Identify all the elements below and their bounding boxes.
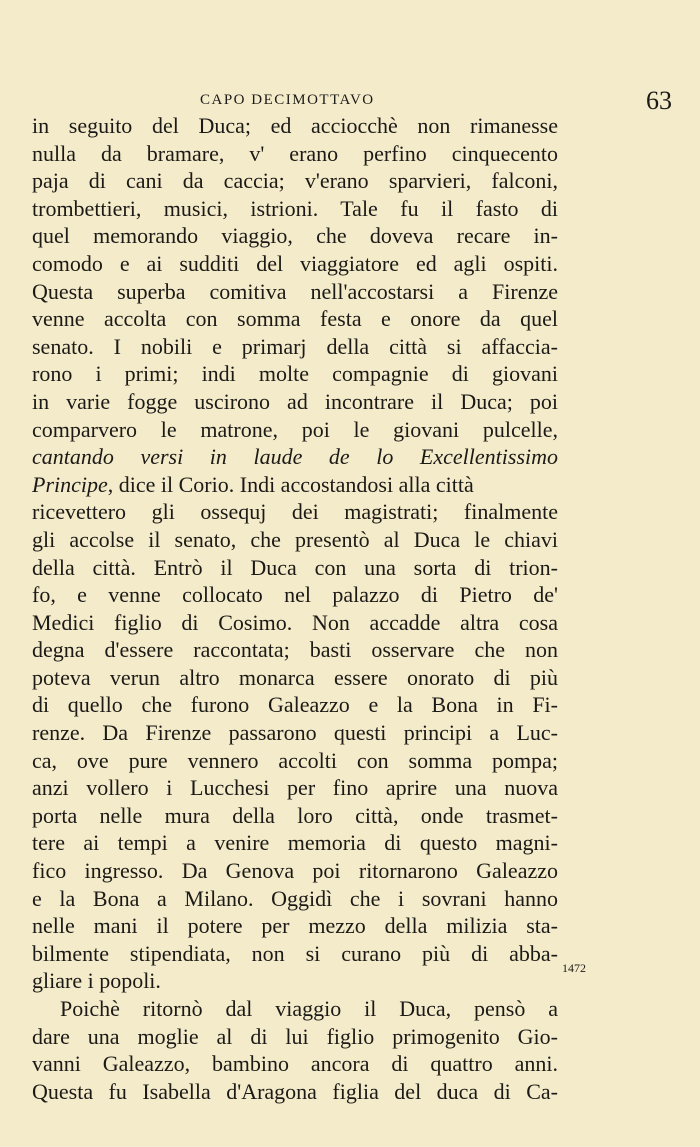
paragraph-start-line: Poichè ritornò dal viaggio il Duca, pensò a <box>60 996 558 1021</box>
italic-quote-word: Principe <box>32 471 108 497</box>
text-line: Questa fu Isabella d'Aragona figlia del duca di Ca- <box>32 1078 558 1104</box>
text-line: gli accolse il senato, che presentò al Duca le chiavi <box>32 526 558 552</box>
text-line: degna d'essere raccontata; basti osservare che non <box>32 637 558 663</box>
text-line: poteva verun altro monarca essere onorato di più <box>32 664 558 690</box>
text-line: della città. Entrò il Duca con una sorta di trion- <box>32 554 558 580</box>
text-line: anzi vollero i Lucchesi per fino aprire una nuova <box>32 775 558 801</box>
text-line: comparvero le matrone, poi le giovani pulcelle, <box>32 416 558 442</box>
text-line: in seguito del Duca; ed acciocchè non rimanesse <box>32 113 558 138</box>
text-line: renze. Da Firenze passarono questi principi a Luc- <box>32 720 558 746</box>
text-line: dare una moglie al di lui figlio primogenito Gio- <box>32 1023 558 1049</box>
text-line: trombettieri, musici, istrioni. Tale fu il fasto di <box>32 195 558 221</box>
text-line: fico ingresso. Da Genova poi ritornarono Galeazzo <box>32 858 558 884</box>
text-line: ricevettero gli ossequj dei magistrati; finalmente <box>32 499 558 525</box>
text-line: comodo e ai sudditi del viaggiatore ed agli ospiti. <box>32 250 558 276</box>
text-line: rono i primi; indi molte compagnie di giovani <box>32 361 558 387</box>
text-line: paja di cani da caccia; v'erano sparvieri, falconi, <box>32 168 558 194</box>
text-line: Questa superba comitiva nell'accostarsi a Firenze <box>32 278 558 304</box>
text-line: quel memorando viaggio, che doveva recare in- <box>32 223 558 249</box>
text-line: tere ai tempi a venire memoria di questo magni- <box>32 830 558 856</box>
text-line: venne accolta con somma festa e onore da quel <box>32 306 558 332</box>
text-line-mixed <box>32 471 558 499</box>
text-line: in varie fogge uscirono ad incontrare il Duca; poi <box>32 388 558 414</box>
text-line: porta nelle mura della loro città, onde trasmet- <box>32 802 558 828</box>
text-line: bilmente stipendiata, non si curano più di abba- <box>32 940 558 966</box>
text-line: senato. I nobili e primarj della città si affaccia- <box>32 333 558 359</box>
text-line-tail: , dice il Corio. Indi accostandosi alla città <box>107 471 474 497</box>
italic-quote-line: cantando versi in laude de lo Excellentissimo <box>32 444 558 470</box>
text-line: Medici figlio di Cosimo. Non accadde altra cosa <box>32 609 558 635</box>
text-line: e la Bona a Milano. Oggidì che i sovrani hanno <box>32 885 558 911</box>
text-line: nulla da bramare, v' erano perfino cinquecento <box>32 140 558 166</box>
text-line: nelle mani il potere per mezzo della milizia sta- <box>32 913 558 939</box>
running-head: CAPO DECIMOTTAVO <box>200 92 375 108</box>
text-line: vanni Galeazzo, bambino ancora di quattro anni. <box>32 1051 558 1077</box>
page-number: 63 <box>646 86 672 115</box>
body-text <box>32 112 558 1105</box>
text-line: ca, ove pure vennero accolti con somma pompa; <box>32 747 558 773</box>
paragraph-end-line: gliare i popoli. <box>32 968 161 994</box>
text-line: di quello che furono Galeazzo e la Bona in Fi- <box>32 692 558 718</box>
marginal-year-note: 1472 <box>562 961 586 975</box>
text-line: fo, e venne collocato nel palazzo di Pietro de' <box>32 582 558 608</box>
